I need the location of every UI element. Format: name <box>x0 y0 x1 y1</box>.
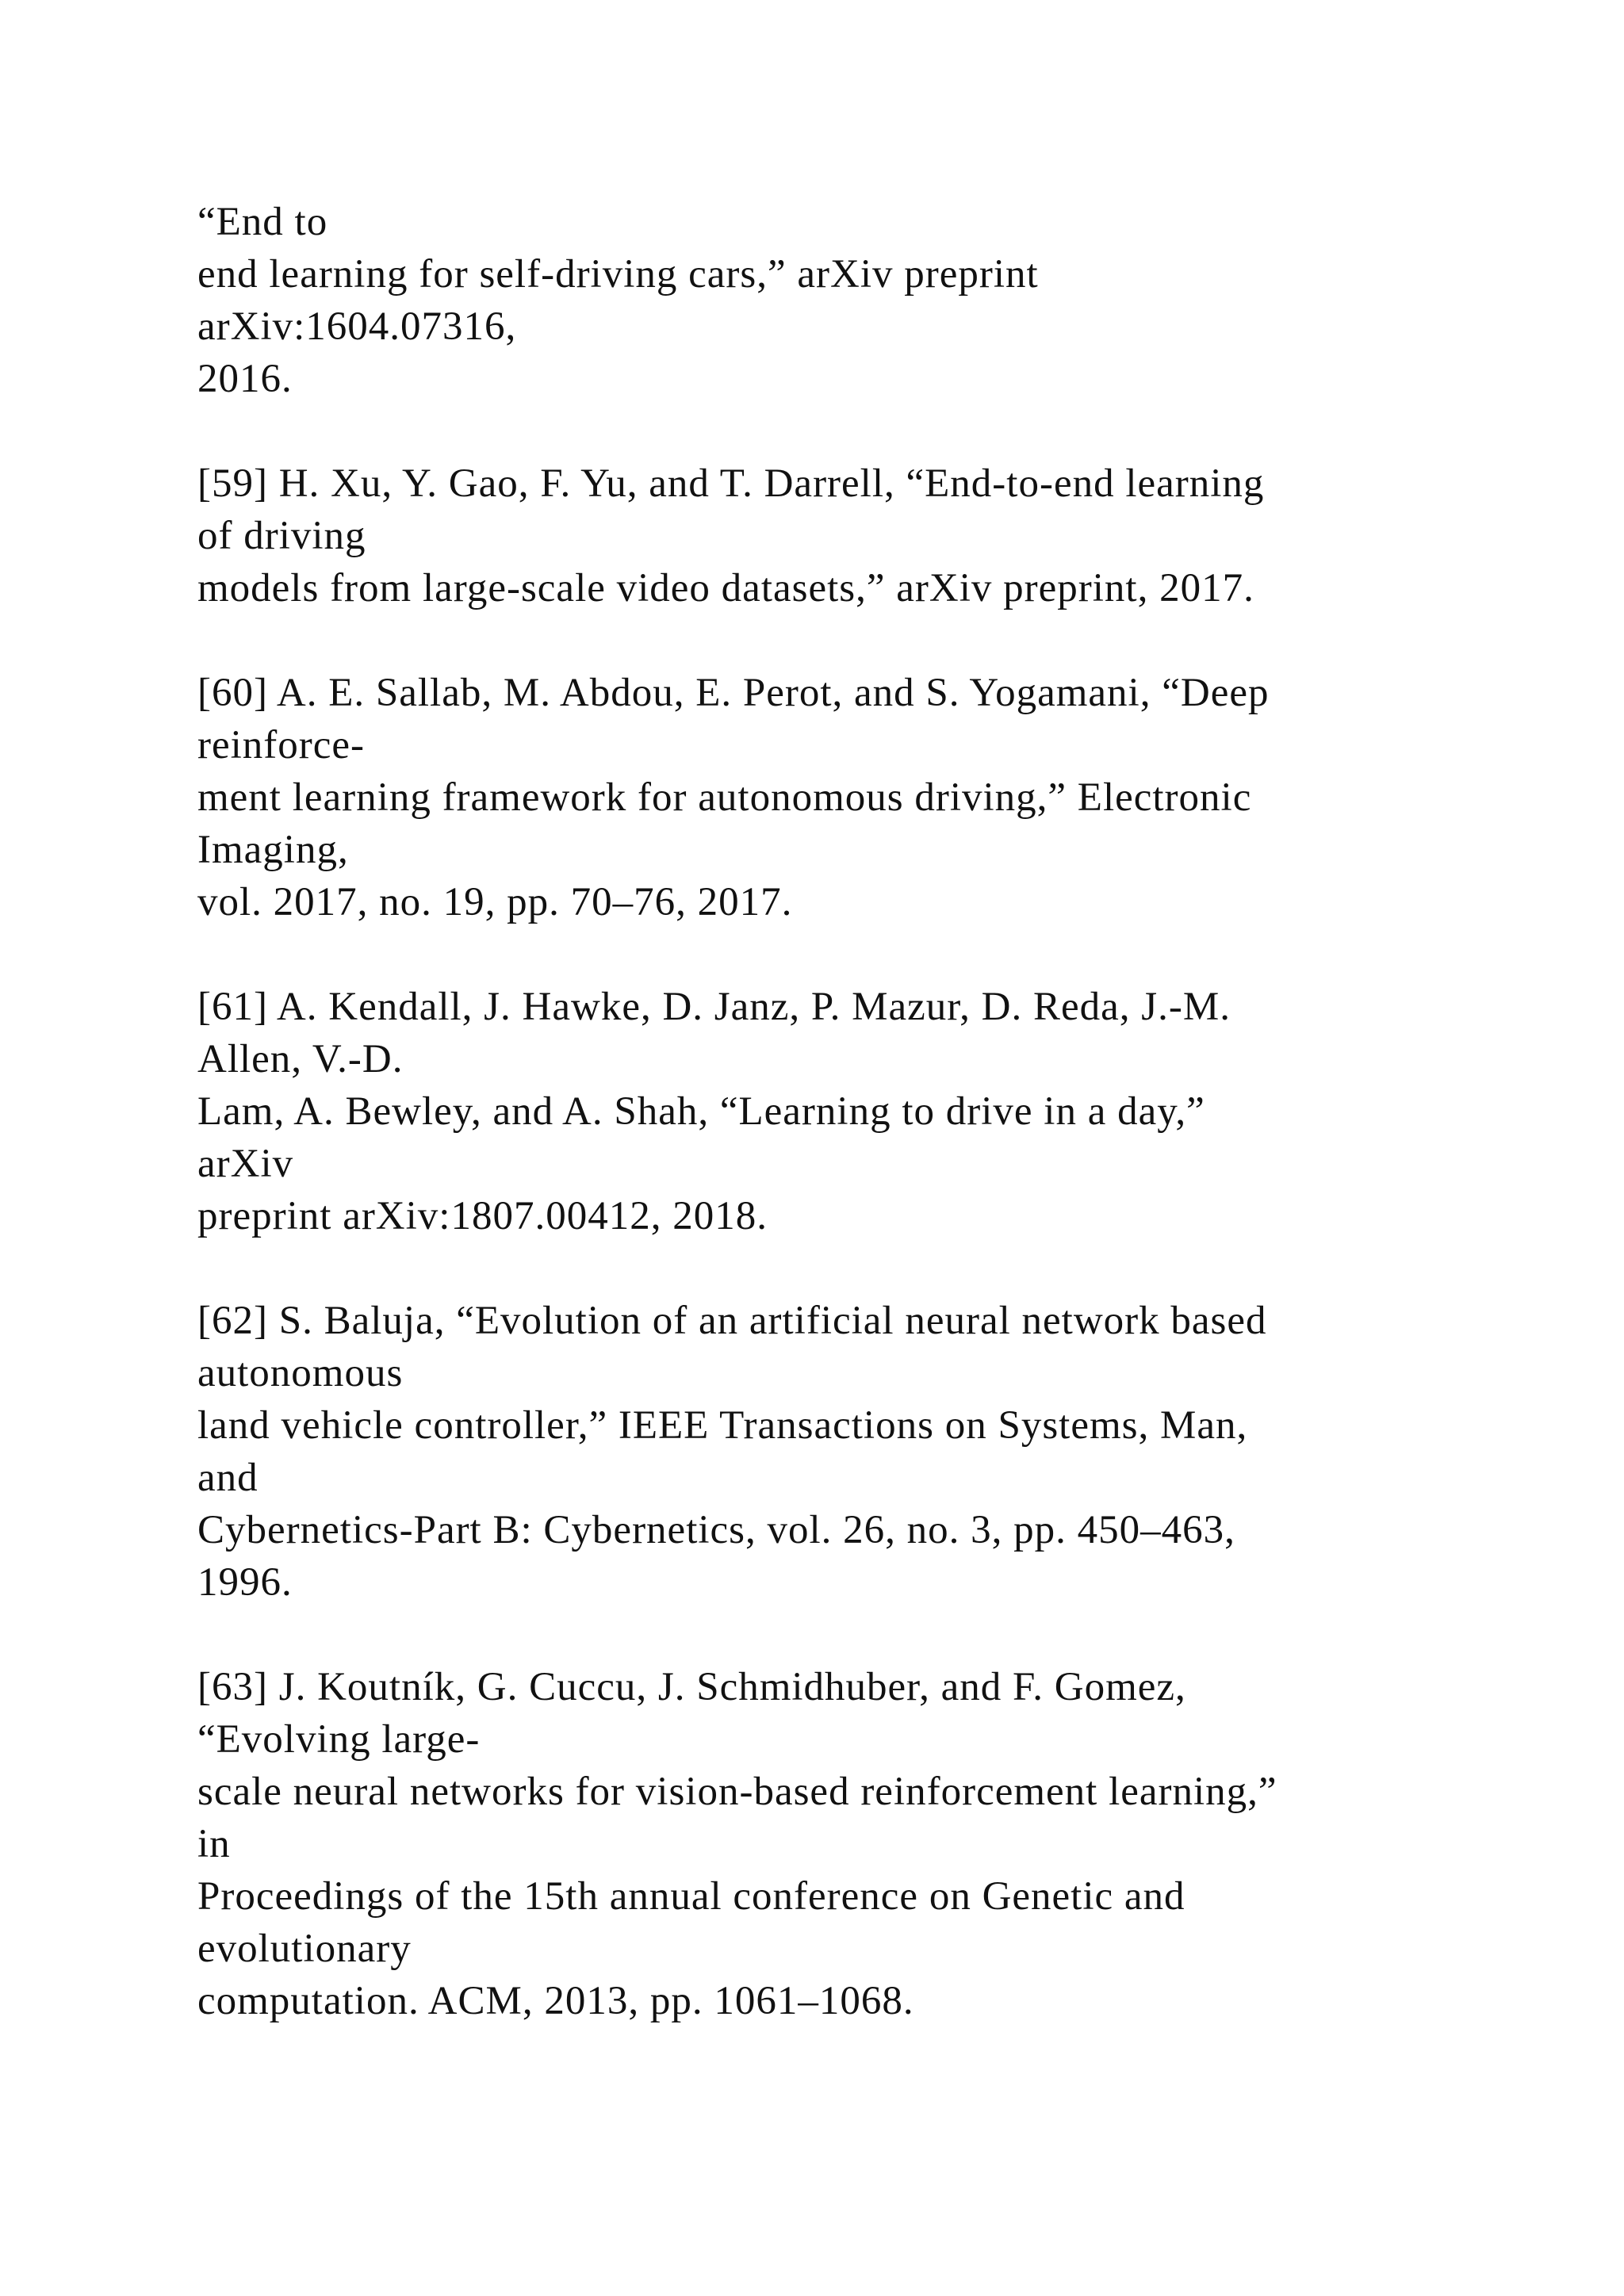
reference-line: [59] H. Xu, Y. Gao, F. Yu, and T. Darrell, “End-to-end learning <box>197 461 1265 506</box>
reference-line: 1996. <box>197 1560 293 1605</box>
reference-line: reinforce- <box>197 723 366 767</box>
reference-line: [63] J. Koutník, G. Cuccu, J. Schmidhuber, and F. Gomez, <box>197 1665 1186 1709</box>
reference-line: preprint arXiv:1807.00412, 2018. <box>197 1194 768 1238</box>
reference-line: and <box>197 1456 259 1500</box>
reference-line: evolutionary <box>197 1927 412 1971</box>
reference-line: scale neural networks for vision-based reinforcement learning,” <box>197 1770 1277 1814</box>
reference-line: of driving <box>197 514 366 558</box>
reference-line: [61] A. Kendall, J. Hawke, D. Janz, P. Mazur, D. Reda, J.-M. <box>197 985 1231 1029</box>
reference-entry-59 <box>197 457 1545 614</box>
reference-line: autonomous <box>197 1351 404 1395</box>
reference-line: Cybernetics-Part B: Cybernetics, vol. 26, no. 3, pp. 450–463, <box>197 1508 1235 1552</box>
reference-line: [62] S. Baluja, “Evolution of an artificial neural network based <box>197 1299 1267 1343</box>
reference-line: [60] A. E. Sallab, M. Abdou, E. Perot, and S. Yogamani, “Deep <box>197 671 1270 715</box>
reference-line: Proceedings of the 15th annual conference on Genetic and <box>197 1874 1185 1919</box>
reference-line: end learning for self-driving cars,” arXiv preprint <box>197 252 1039 297</box>
reference-line: “End to <box>197 200 328 244</box>
reference-line: arXiv:1604.07316, <box>197 304 517 349</box>
reference-line: vol. 2017, no. 19, pp. 70–76, 2017. <box>197 880 793 924</box>
reference-line: Imaging, <box>197 828 349 872</box>
reference-entry-62 <box>197 1295 1545 1609</box>
reference-line: models from large-scale video datasets,” arXiv preprint, 2017. <box>197 566 1254 610</box>
reference-entry-63 <box>197 1661 1545 2027</box>
reference-entry-60 <box>197 667 1545 928</box>
reference-line: Allen, V.-D. <box>197 1037 404 1081</box>
reference-line: computation. ACM, 2013, pp. 1061–1068. <box>197 1979 914 2023</box>
reference-line: “Evolving large- <box>197 1717 481 1762</box>
reference-entry-61 <box>197 981 1545 1242</box>
reference-line: Lam, A. Bewley, and A. Shah, “Learning to drive in a day,” <box>197 1089 1205 1134</box>
reference-list <box>197 196 1545 2080</box>
reference-line: ment learning framework for autonomous driving,” Electronic <box>197 775 1252 820</box>
reference-line: 2016. <box>197 357 293 401</box>
reference-entry-58-continued <box>197 196 1545 405</box>
reference-line: land vehicle controller,” IEEE Transactions on Systems, Man, <box>197 1403 1248 1448</box>
reference-line: in <box>197 1822 231 1866</box>
reference-line: arXiv <box>197 1142 294 1186</box>
